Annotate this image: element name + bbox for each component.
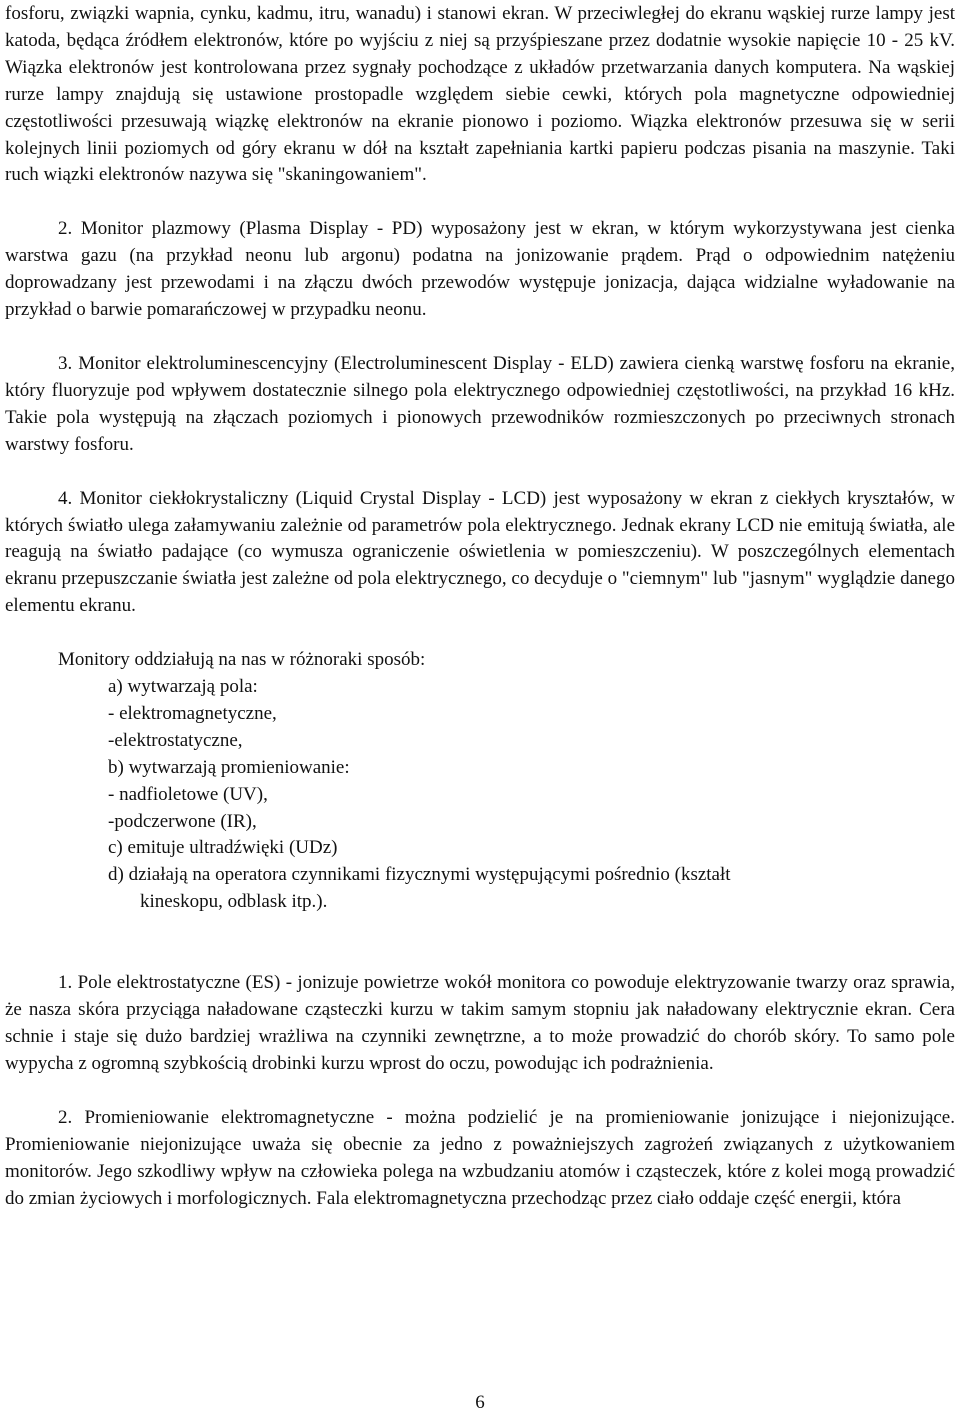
list-item: d) działają na operatora czynnikami fizycznymi występującymi pośrednio (kształt: [108, 864, 731, 886]
paragraph-electrostatic-field: 1. Pole elektrostatyczne (ES) - jonizuje powietrze wokół monitora co powoduje elektryzowanie twarzy oraz sprawia, że nasza skóra przyciąga naładowane cząsteczki kurzu w takim samym stopniu jak naładowany elektrycznie ekran. Cera schnie i staje się dużo bardziej wrażliwa na czynniki zewnętrzne, a to może prowadzić do chorób skóry. To samo pole wypycha z ogromną szybkością drobinki kurzu wprost do oczu, powodując ich podrażnienia.: [5, 972, 955, 1074]
paragraph-plasma-monitor: 2. Monitor plazmowy (Plasma Display - PD) wyposażony jest w ekran, w którym wykorzystywana jest cienka warstwa gazu (na przykład neonu lub argonu) podatna na jonizowanie prądem. Prąd o odpowiednim natężeniu doprowadzany jest przewodami i na złączu dwóch przewodów występuje jonizacja, dająca widzialne wyładowanie na przykład o barwie pomarańczowej w przypadku neonu.: [5, 218, 955, 321]
paragraph-eld-monitor: 3. Monitor elektroluminescencyjny (Electroluminescent Display - ELD) zawiera cienką warstwę fosforu na ekranie, który fluoryzuje pod wpływem dostatecznie silnego pola elektrycznego odpowiedniej częstotliwości, na przykład 16 kHz. Takie pola występują na złączach poziomych i pionowych przewodników rozmieszczonych po przeciwnych stronach warstwy fosforu.: [5, 352, 955, 455]
list-item: - nadfioletowe (UV),: [108, 783, 268, 805]
page-number: 6: [475, 1392, 485, 1413]
paragraph-lcd-monitor: 4. Monitor ciekłokrystaliczny (Liquid Crystal Display - LCD) jest wyposażony w ekran z ciekłych kryształów, w których światło ulega załamywaniu zależnie od parametrów pola elektrycznego. Jednak ekrany LCD nie emitują światła, ale reagują na światło padające (co wymusza ograniczenie oświetlenia w pomieszczeniu). W poszczególnych elementach ekranu przepuszczanie światła jest zależne od pola elektrycznego, co decyduje o "ciemnym" lub "jasnym" wyglądzie danego elementu ekranu.: [5, 487, 955, 617]
document-page: [5, 1, 955, 1212]
paragraph-crt-continuation: fosforu, związki wapnia, cynku, kadmu, itru, wanadu) i stanowi ekran. W przeciwległej do ekranu wąskiej rurze lampy jest katoda, będąca źródłem elektronów, które po wyjściu z niej są przyśpieszane przez dodatnie wysokie napięcie 10 - 25 kV. Wiązka elektronów jest kontrolowana przez sygnały pochodzące z układów przetwarzania danych komputera. Na wąskiej rurze lampy znajdują się ustawione prostopadle względem siebie cewki, których pola magnetyczne odpowiedniej częstotliwości przesuwają wiązkę elektronów na ekranie pionowo i poziomo. Wiązka elektronów przesuwa się w serii kolejnych linii poziomych od góry ekranu w dół na kształt zapełniania kartki papieru podczas pisania na maszynie. Taki ruch wiązki elektronów nazywa się "skaningowaniem".: [5, 3, 955, 186]
list-item: -elektrostatyczne,: [108, 729, 243, 751]
list-intro: Monitory oddziałują na nas w różnoraki sposób:: [58, 649, 426, 671]
effects-list: [5, 674, 955, 916]
list-item: c) emituje ultradźwięki (UDz): [108, 837, 338, 859]
paragraph-em-radiation: 2. Promieniowanie elektromagnetyczne - można podzielić je na promieniowanie jonizujące i niejonizujące. Promieniowanie niejonizujące uważa się obecnie za jedno z poważniejszych zagrożeń związanych z użytkowaniem monitorów. Jego szkodliwy wpływ na człowieka polega na wzbudzaniu atomów i cząsteczek, które z kolei mogą prowadzić do zmian życiowych i morfologicznych. Fala elektromagnetyczna przechodząc przez ciało oddaje część energii, która: [5, 1106, 955, 1209]
list-item: b) wytwarzają promieniowanie:: [108, 756, 350, 778]
list-item: - elektromagnetyczne,: [108, 702, 277, 724]
list-item: -podczerwone (IR),: [108, 810, 257, 832]
list-item: a) wytwarzają pola:: [108, 676, 258, 698]
list-item-continuation: kineskopu, odblask itp.).: [140, 891, 328, 913]
